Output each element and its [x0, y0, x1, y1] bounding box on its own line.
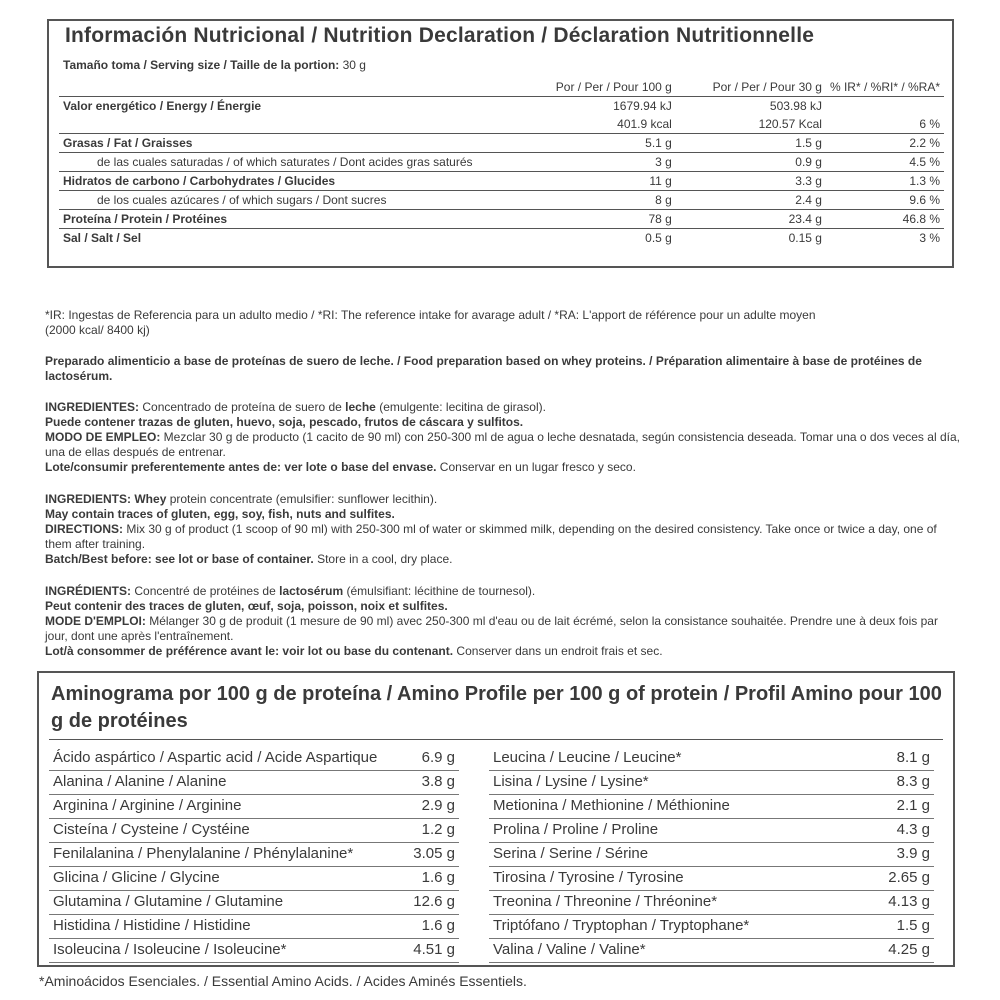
french-info-block: [45, 584, 960, 659]
amino-name: Arginina / Arginine / Arginine: [53, 797, 242, 814]
lot-en: [45, 552, 960, 567]
lot-label: Lot/à consommer de préférence avant le: voir lot ou base du contenant.: [45, 644, 454, 658]
nutrient-label: Sal / Salt / Sel: [59, 229, 533, 248]
nutrient-label: Hidratos de carbono / Carbohydrates / Glucides: [59, 172, 533, 191]
amino-name: Triptófano / Tryptophan / Tryptophane*: [493, 917, 750, 934]
list-item: [49, 795, 459, 819]
per-100-value: 401.9 kcal: [617, 117, 672, 131]
serving-label: Tamaño toma / Serving size / Taille de la portion:: [63, 58, 340, 72]
amino-value: 4.3 g: [896, 821, 930, 838]
amino-value: 1.2 g: [421, 821, 455, 838]
amino-value: 1.6 g: [421, 917, 455, 934]
nutrient-label: de las cuales saturadas / of which saturates / Dont acides gras saturés: [59, 153, 533, 172]
percent-ri-value: 6 %: [919, 117, 940, 131]
amino-name: Histidina / Histidine / Histidine: [53, 917, 251, 934]
list-item: [489, 891, 934, 915]
table-row: [59, 191, 944, 210]
ingredients-en: [45, 492, 960, 507]
amino-column-left: [49, 747, 459, 963]
nutrient-label: Valor energético / Energy / Énergie: [63, 99, 262, 113]
per-30-value: 120.57 Kcal: [758, 117, 822, 131]
per-100-value: 11 g: [533, 172, 676, 191]
list-item: [489, 771, 934, 795]
table-row: [59, 172, 944, 191]
per-30-value: 1.5 g: [676, 134, 826, 153]
nutrition-header-row: [59, 78, 944, 97]
usage-fr: [45, 614, 960, 644]
amino-value: 2.65 g: [888, 869, 930, 886]
amino-value: 4.13 g: [888, 893, 930, 910]
allergen-highlight: leche: [345, 400, 376, 414]
amino-name: Fenilalanina / Phenylalanine / Phénylalanine*: [53, 845, 354, 862]
list-item: [49, 747, 459, 771]
list-item: [489, 867, 934, 891]
percent-ri-value: 1.3 %: [826, 172, 944, 191]
amino-name: Alanina / Alanine / Alanine: [53, 773, 227, 790]
usage-es: [45, 430, 960, 460]
reference-note: [45, 308, 960, 338]
amino-name: Glicina / Glicine / Glycine: [53, 869, 220, 886]
nutrient-label: Grasas / Fat / Graisses: [59, 134, 533, 153]
ingredients-text: Concentrado de proteína de suero de: [139, 400, 346, 414]
nutrition-panel: [47, 19, 954, 268]
table-row: [59, 153, 944, 172]
allergen-highlight: lactosérum: [279, 584, 344, 598]
serving-size: [63, 58, 366, 72]
per-30-value: 0.9 g: [676, 153, 826, 172]
amino-value: 12.6 g: [413, 893, 455, 910]
amino-name: Ácido aspártico / Aspartic acid / Acide Aspartique: [53, 749, 378, 766]
ingredients-es: [45, 400, 960, 415]
reference-note-line: *IR: Ingestas de Referencia para un adulto medio / *RI: The reference intake for avarage adult / *RA: L'apport de référence pour un adulte moyen: [45, 308, 816, 322]
percent-ri-value: 3 %: [826, 229, 944, 248]
ingredients-fr: [45, 584, 960, 599]
amino-value: 4.51 g: [413, 941, 455, 958]
english-info-block: [45, 492, 960, 567]
reference-note-line: (2000 kcal/ 8400 kj): [45, 323, 150, 337]
nutrition-title: Información Nutricional / Nutrition Declaration / Déclaration Nutritionnelle: [65, 24, 815, 47]
ingredients-text: (émulsifiant: lécithine de tournesol).: [343, 584, 536, 598]
per-100-value: 0.5 g: [533, 229, 676, 248]
list-item: [489, 819, 934, 843]
amino-value: 4.25 g: [888, 941, 930, 958]
amino-footnote: *Aminoácidos Esenciales. / Essential Amino Acids. / Acides Aminés Essentiels.: [39, 973, 527, 989]
nutrient-label: de los cuales azúcares / of which sugars / Dont sucres: [59, 191, 533, 210]
list-item: [49, 843, 459, 867]
amino-value: 1.5 g: [896, 917, 930, 934]
per-30-value: 23.4 g: [676, 210, 826, 229]
storage-text: Conserver dans un endroit frais et sec.: [453, 644, 663, 658]
per-100-value: 5.1 g: [533, 134, 676, 153]
nutrient-label: [59, 115, 533, 134]
amino-value: 2.1 g: [896, 797, 930, 814]
amino-name: Cisteína / Cysteine / Cystéine: [53, 821, 250, 838]
ingredients-label: INGRÉDIENTS:: [45, 584, 132, 598]
allergen-highlight: Whey: [134, 492, 167, 506]
ingredients-text: (emulgente: lecitina de girasol).: [375, 400, 546, 414]
per-100-value: 3 g: [533, 153, 676, 172]
amino-value: 1.6 g: [421, 869, 455, 886]
per-30-value: 503.98 kJ: [769, 99, 822, 113]
amino-name: Leucina / Leucine / Leucine*: [493, 749, 682, 766]
storage-text: Conservar en un lugar fresco y seco.: [436, 460, 636, 474]
usage-label: DIRECTIONS:: [45, 522, 123, 536]
table-row: [59, 210, 944, 229]
amino-name: Valina / Valine / Valine*: [493, 941, 646, 958]
ingredients-label: INGREDIENTES:: [45, 400, 140, 414]
column-header: Por / Per / Pour 100 g: [533, 78, 676, 97]
per-30-value: 0.15 g: [676, 229, 826, 248]
percent-ri-value: 4.5 %: [826, 153, 944, 172]
amino-name: Glutamina / Glutamine / Glutamine: [53, 893, 284, 910]
list-item: [489, 915, 934, 939]
list-item: [49, 771, 459, 795]
list-item: [489, 939, 934, 963]
nutrition-table: [59, 78, 944, 247]
lot-fr: [45, 644, 960, 659]
column-header: % IR* / %RI* / %RA*: [826, 78, 944, 97]
usage-en: [45, 522, 960, 552]
per-30-value: 2.4 g: [676, 191, 826, 210]
list-item: [49, 915, 459, 939]
usage-label: MODE D'EMPLOI:: [45, 614, 146, 628]
column-header: Por / Per / Pour 30 g: [676, 78, 826, 97]
table-row: [59, 97, 944, 116]
percent-ri-value: 9.6 %: [826, 191, 944, 210]
traces-fr: Peut contenir des traces de gluten, œuf, soja, poisson, noix et sulfites.: [45, 599, 448, 613]
per-100-value: 78 g: [533, 210, 676, 229]
storage-text: Store in a cool, dry place.: [313, 552, 453, 566]
amino-value: 3.9 g: [896, 845, 930, 862]
amino-value: 8.1 g: [896, 749, 930, 766]
amino-divider: [49, 739, 943, 740]
lot-es: [45, 460, 960, 475]
percent-ri-value: 46.8 %: [826, 210, 944, 229]
amino-value: 3.05 g: [413, 845, 455, 862]
amino-value: 8.3 g: [896, 773, 930, 790]
ingredients-text: protein concentrate (emulsifier: sunflower lecithin).: [166, 492, 438, 506]
amino-value: 2.9 g: [421, 797, 455, 814]
traces-es: Puede contener trazas de gluten, huevo, soja, pescado, frutos de cáscara y sulfitos.: [45, 415, 524, 429]
amino-column-right: [489, 747, 934, 963]
preparation-statement: Preparado alimenticio a base de proteínas de suero de leche. / Food preparation based on whey proteins. / Préparation alimentaire à base de protéines de lactosérum.: [45, 354, 922, 383]
per-30-value: 3.3 g: [676, 172, 826, 191]
ingredients-text: Concentré de protéines de: [131, 584, 280, 598]
ingredients-label: INGREDIENTS:: [45, 492, 132, 506]
percent-ri-value: 2.2 %: [826, 134, 944, 153]
per-100-value: 1679.94 kJ: [613, 99, 672, 113]
table-row: [59, 229, 944, 248]
amino-name: Serina / Serine / Sérine: [493, 845, 649, 862]
usage-text: Mélanger 30 g de produit (1 mesure de 90 ml) avec 250-300 ml d'eau ou de lait écrémé, selon la consistance souhaitée. Prendre une à deux fois par jour, dont une après l'entraînement.: [45, 614, 938, 643]
list-item: [489, 747, 934, 771]
amino-name: Treonina / Threonine / Thréonine*: [493, 893, 718, 910]
amino-name: Lisina / Lysine / Lysine*: [493, 773, 649, 790]
amino-profile-panel: [37, 671, 955, 967]
nutrient-label: Proteína / Protein / Protéines: [59, 210, 533, 229]
list-item: [489, 795, 934, 819]
percent-ri-value: [826, 97, 944, 116]
serving-value: 30 g: [342, 58, 366, 72]
table-row: [59, 134, 944, 153]
amino-title: Aminograma por 100 g de proteína / Amino Profile per 100 g of protein / Profil Amino pour 100 g de protéines: [51, 683, 942, 732]
usage-text: Mezclar 30 g de producto (1 cacito de 90 ml) con 250-300 ml de agua o leche desnatada, según consistencia deseada. Tomar una o dos veces al día, una de ellas después de entrenar.: [45, 430, 960, 459]
lot-label: Lote/consumir preferentemente antes de: ver lote o base del envase.: [45, 460, 437, 474]
spanish-info-block: [45, 400, 960, 475]
lot-label: Batch/Best before: see lot or base of container.: [45, 552, 314, 566]
amino-name: Tirosina / Tyrosine / Tyrosine: [493, 869, 684, 886]
column-header: [59, 78, 533, 97]
list-item: [49, 819, 459, 843]
amino-value: 6.9 g: [421, 749, 455, 766]
amino-name: Isoleucina / Isoleucine / Isoleucine*: [53, 941, 287, 958]
amino-name: Metionina / Methionine / Méthionine: [493, 797, 730, 814]
list-item: [49, 891, 459, 915]
usage-text: Mix 30 g of product (1 scoop of 90 ml) with 250-300 ml of water or skimmed milk, depending on the desired consistency. Take once or twice a day, one of them after training.: [45, 522, 937, 551]
table-row: [59, 115, 944, 134]
list-item: [489, 843, 934, 867]
amino-name: Prolina / Proline / Proline: [493, 821, 659, 838]
per-100-value: 8 g: [533, 191, 676, 210]
traces-en: May contain traces of gluten, egg, soy, fish, nuts and sulfites.: [45, 507, 395, 521]
amino-value: 3.8 g: [421, 773, 455, 790]
list-item: [49, 939, 459, 963]
list-item: [49, 867, 459, 891]
usage-label: MODO DE EMPLEO:: [45, 430, 161, 444]
